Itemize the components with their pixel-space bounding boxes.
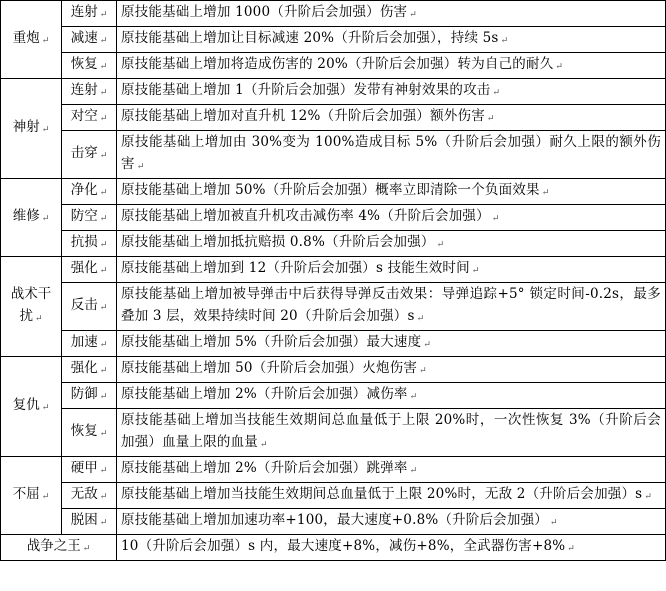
paragraph-mark-icon: ↵ [99, 114, 108, 124]
description-cell [117, 27, 666, 53]
skill-name-cell [1, 1, 62, 79]
sub-skill-cell [62, 331, 117, 357]
description-cell [117, 331, 666, 357]
sub-skill-name: 抗损 [70, 234, 98, 250]
description-cell [117, 383, 666, 409]
paragraph-mark-icon: ↵ [99, 266, 108, 276]
table-row [1, 1, 666, 27]
sub-skill-name: 无敌 [70, 486, 98, 502]
description-text: 原技能基础上增加 5%（升阶后会加强）最大速度 [121, 334, 422, 350]
sub-skill-cell [62, 383, 117, 409]
sub-skill-cell [62, 53, 117, 79]
sub-skill-cell [62, 509, 117, 535]
paragraph-mark-icon: ↵ [99, 62, 108, 72]
table-row [1, 257, 666, 283]
description-text: 原技能基础上增加被导弹击中后获得导弹反击效果：导弹追踪+5° 锁定时间-0.2s，最多叠加 3 层，效果持续时间 20（升阶后会加强）s [121, 286, 661, 324]
table-row [1, 283, 666, 331]
description-text: 原技能基础上增加到 12（升阶后会加强）s 技能生效时间 [121, 260, 470, 276]
paragraph-mark-icon: ↵ [491, 214, 500, 224]
paragraph-mark-icon: ↵ [550, 518, 558, 528]
paragraph-mark-icon: ↵ [99, 36, 108, 46]
paragraph-mark-icon: ↵ [99, 466, 108, 476]
description-cell [117, 179, 666, 205]
sub-skill-name: 加速 [70, 334, 98, 350]
skill-name-cell [1, 357, 62, 457]
sub-skill-name: 击穿 [70, 145, 98, 161]
table-row [1, 53, 666, 79]
sub-skill-name: 连射 [70, 4, 98, 20]
description-text: 原技能基础上增加 50%（升阶后会加强）概率立即清除一个负面效果 [121, 182, 540, 198]
description-text: 原技能基础上增加加速功率+100，最大速度+0.8%（升阶后会加强） [121, 512, 548, 528]
paragraph-mark-icon: ↵ [409, 392, 418, 402]
paragraph-mark-icon: ↵ [99, 429, 108, 439]
table-row [1, 357, 666, 383]
description-text: 原技能基础上增加当技能生效期间总血量低于上限 20%时，无敌 2（升阶后会加强）s [121, 486, 643, 502]
paragraph-mark-icon: ↵ [41, 403, 50, 413]
description-text: 原技能基础上增加 2%（升阶后会加强）跳弹率 [121, 460, 408, 476]
description-cell [117, 231, 666, 257]
skill-name: 重炮 [12, 30, 40, 46]
skill-name: 战术干扰 [10, 286, 52, 324]
skill-name-cell [1, 457, 62, 535]
sub-skill-name: 恢复 [70, 56, 98, 72]
description-cell [117, 357, 666, 383]
sub-skill-name: 净化 [70, 182, 98, 198]
paragraph-mark-icon: ↵ [541, 188, 550, 198]
sub-skill-name: 防御 [70, 386, 98, 402]
paragraph-mark-icon: ↵ [492, 88, 501, 98]
table-row [1, 383, 666, 409]
table-row [1, 457, 666, 483]
paragraph-mark-icon: ↵ [500, 36, 509, 46]
sub-skill-cell [62, 105, 117, 131]
skill-name-cell [1, 257, 62, 357]
paragraph-mark-icon: ↵ [99, 303, 108, 313]
sub-skill-cell [62, 483, 117, 509]
description-text: 原技能基础上增加由 30%变为 100%造成目标 5%（升阶后会加强）耐久上限的额外伤害 [121, 134, 661, 172]
table-row [1, 27, 666, 53]
description-cell [117, 53, 666, 79]
sub-skill-name: 硬甲 [70, 460, 98, 476]
paragraph-mark-icon: ↵ [99, 10, 108, 20]
description-text: 原技能基础上增加被直升机攻击减伤率 4%（升阶后会加强） [121, 208, 490, 224]
skill-name: 复仇 [12, 397, 40, 413]
description-cell [117, 105, 666, 131]
description-text: 原技能基础上增加抵抗赔损 0.8%（升阶后会加强） [121, 234, 435, 250]
description-cell [117, 457, 666, 483]
sub-skill-name: 恢复 [70, 423, 98, 439]
paragraph-mark-icon: ↵ [99, 188, 108, 198]
description-cell [117, 131, 666, 179]
table-row [1, 483, 666, 509]
sub-skill-cell [62, 79, 117, 105]
paragraph-mark-icon: ↵ [419, 366, 427, 376]
description-cell [117, 205, 666, 231]
description-cell [117, 509, 666, 535]
ultimate-description-cell [117, 535, 666, 561]
sub-skill-cell [62, 257, 117, 283]
table-row [1, 409, 666, 457]
description-cell [117, 257, 666, 283]
paragraph-mark-icon: ↵ [423, 340, 432, 350]
description-text: 原技能基础上增加 2%（升阶后会加强）减伤率 [121, 386, 408, 402]
table-row-ultimate [1, 535, 666, 561]
paragraph-mark-icon: ↵ [99, 392, 108, 402]
paragraph-mark-icon: ↵ [99, 340, 108, 350]
skill-name: 维修 [12, 208, 40, 224]
table-row [1, 79, 666, 105]
paragraph-mark-icon: ↵ [99, 151, 108, 161]
paragraph-mark-icon: ↵ [136, 162, 145, 172]
sub-skill-cell [62, 131, 117, 179]
paragraph-mark-icon: ↵ [41, 125, 50, 135]
paragraph-mark-icon: ↵ [99, 518, 108, 528]
table-row [1, 509, 666, 535]
description-cell [117, 483, 666, 509]
description-text: 原技能基础上增加 50（升阶后会加强）火炮伤害 [121, 360, 418, 376]
description-text: 原技能基础上增加 1000（升阶后会加强）伤害 [121, 4, 408, 20]
paragraph-mark-icon: ↵ [34, 314, 43, 324]
sub-skill-cell [62, 27, 117, 53]
description-text: 原技能基础上增加将造成伤害的 20%（升阶后会加强）转为自己的耐久 [121, 56, 554, 72]
sub-skill-name: 脱困 [70, 512, 98, 528]
paragraph-mark-icon: ↵ [486, 114, 495, 124]
description-text: 原技能基础上增加当技能生效期间总血量低于上限 20%时，一次性恢复 3%（升阶后会加强）血量上限的血量 [121, 412, 661, 450]
description-cell [117, 283, 666, 331]
paragraph-mark-icon: ↵ [99, 366, 108, 376]
paragraph-mark-icon: ↵ [567, 544, 576, 554]
sub-skill-cell [62, 283, 117, 331]
sub-skill-cell [62, 409, 117, 457]
paragraph-mark-icon: ↵ [416, 314, 425, 324]
ultimate-description: 10（升阶后会加强）s 内，最大速度+8%，减伤+8%，全武器伤害+8% [121, 538, 566, 554]
paragraph-mark-icon: ↵ [260, 440, 268, 450]
paragraph-mark-icon: ↵ [436, 240, 445, 250]
sub-skill-name: 强化 [70, 360, 98, 376]
paragraph-mark-icon: ↵ [555, 62, 564, 72]
paragraph-mark-icon: ↵ [41, 36, 50, 46]
description-text: 原技能基础上增加让目标减速 20%（升阶后会加强），持续 5s [121, 30, 499, 46]
description-text: 原技能基础上增加 1（升阶后会加强）发带有神射效果的攻击 [121, 82, 491, 98]
table-row [1, 331, 666, 357]
skill-name-cell [1, 79, 62, 179]
sub-skill-cell [62, 1, 117, 27]
paragraph-mark-icon: ↵ [99, 88, 108, 98]
paragraph-mark-icon: ↵ [471, 266, 480, 276]
paragraph-mark-icon: ↵ [41, 492, 50, 502]
ultimate-name: 战争之王 [26, 538, 81, 554]
skill-name: 不屈 [12, 486, 40, 502]
sub-skill-cell [62, 457, 117, 483]
paragraph-mark-icon: ↵ [99, 240, 108, 250]
sub-skill-name: 强化 [70, 260, 98, 276]
table-row [1, 205, 666, 231]
sub-skill-name: 对空 [70, 108, 98, 124]
table-row [1, 105, 666, 131]
paragraph-mark-icon: ↵ [99, 214, 108, 224]
sub-skill-name: 连射 [70, 82, 98, 98]
ultimate-name-cell [1, 535, 117, 561]
table-row [1, 179, 666, 205]
sub-skill-cell [62, 179, 117, 205]
sub-skill-cell [62, 205, 117, 231]
skill-name-cell [1, 179, 62, 257]
paragraph-mark-icon: ↵ [99, 492, 108, 502]
description-text: 原技能基础上增加对直升机 12%（升阶后会加强）额外伤害 [121, 108, 485, 124]
sub-skill-cell [62, 357, 117, 383]
description-cell [117, 409, 666, 457]
sub-skill-cell [62, 231, 117, 257]
paragraph-mark-icon: ↵ [644, 492, 653, 502]
paragraph-mark-icon: ↵ [82, 544, 91, 554]
sub-skill-name: 反击 [70, 297, 98, 313]
sub-skill-name: 减速 [70, 30, 98, 46]
paragraph-mark-icon: ↵ [409, 466, 418, 476]
skill-name: 神射 [12, 119, 40, 135]
description-cell [117, 79, 666, 105]
sub-skill-name: 防空 [70, 208, 98, 224]
table-body [1, 1, 666, 561]
table-row [1, 231, 666, 257]
paragraph-mark-icon: ↵ [409, 10, 417, 20]
table-row [1, 131, 666, 179]
paragraph-mark-icon: ↵ [41, 214, 50, 224]
description-cell [117, 1, 666, 27]
